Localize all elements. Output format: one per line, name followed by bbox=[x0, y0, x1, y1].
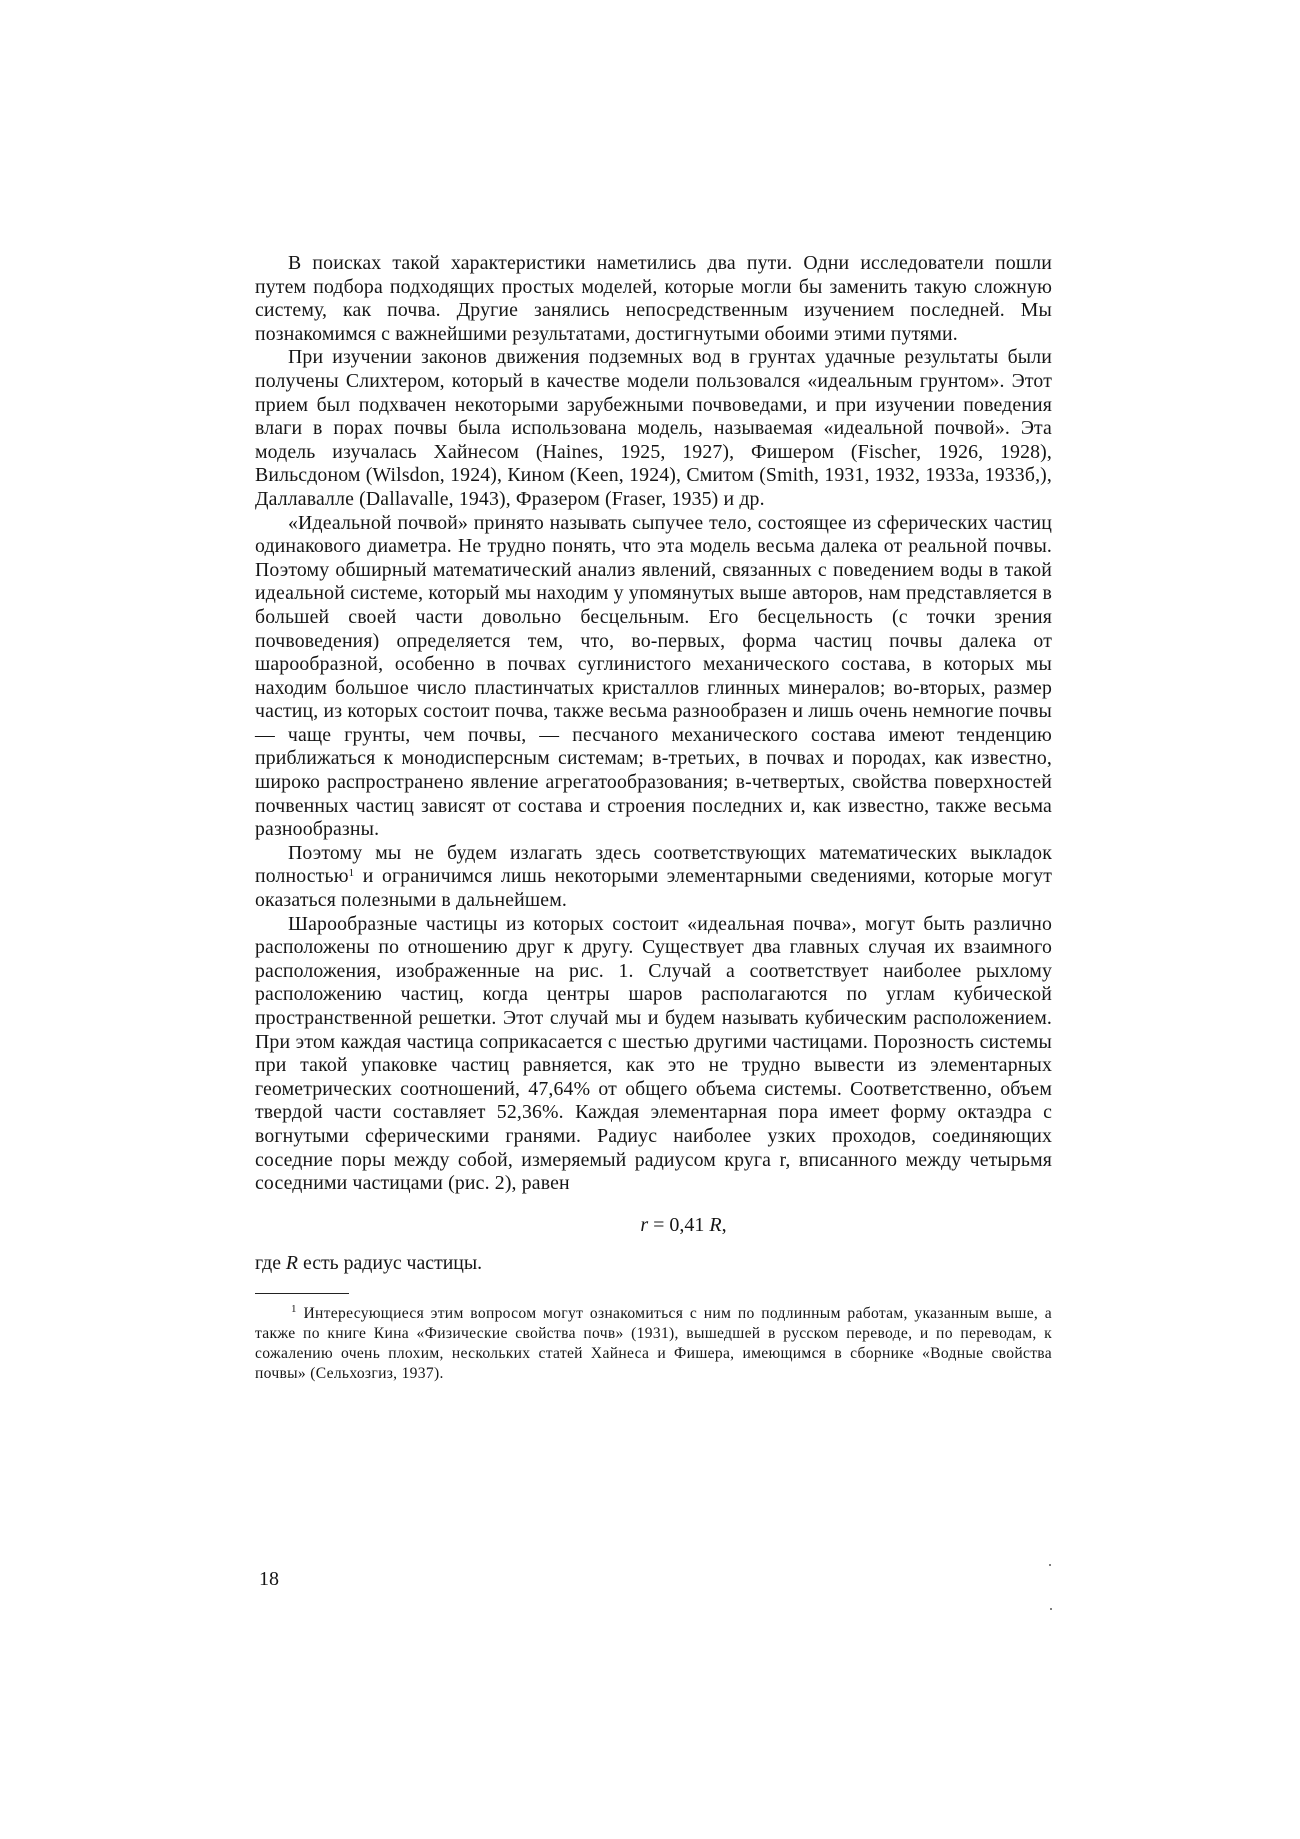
paragraph-5 bbox=[255, 913, 1052, 1196]
page-number: 18 bbox=[259, 1568, 279, 1590]
formula-operator: = bbox=[648, 1213, 670, 1236]
formula bbox=[255, 1212, 1052, 1238]
paragraph-text: При изучении законов движения подземных вод в грунтах удачные результаты были получены Слихтером, который в качестве модели пользовался «идеальным грунтом». Этот прием был подхвачен некоторыми зарубежными почвоведами, и при изучении поведения влаги в порах почвы была использована модель, называемая «идеальной почвой». Эта модель изучалась Хайнесом (Haines, 1925, 1927), Фишером (Fischer, 1926, 1928), Вильсдоном (Wilsdon, 1924), Кином (Keen, 1924), Смитом (Smith, 1931, 1932, 1933а, 1933б,), Даллавалле (Dallavalle, 1943), Фразером (Fraser, 1935) и др. bbox=[255, 346, 1052, 510]
paragraph-4 bbox=[255, 842, 1052, 913]
footnote-divider bbox=[255, 1293, 349, 1294]
formula-number: 0,41 bbox=[669, 1213, 710, 1236]
footnote-marker: 1 bbox=[291, 1303, 297, 1316]
paragraph-3 bbox=[255, 512, 1052, 842]
document-body bbox=[255, 252, 1052, 1384]
footnote-text: Интересующиеся этим вопросом могут ознакомиться с ним по подлинным работам, указанным выше, а также по книге Кина «Физические свойства почв» (1931), вышедшей в русском переводе, и по переводам, к сожалению очень плохим, нескольких статей Хайнеса и Фишера, имеющимся в сборнике «Водные свойства почвы» (Сельхозгиз, 1937). bbox=[255, 1305, 1052, 1382]
scan-speck bbox=[1049, 1564, 1051, 1566]
scan-speck bbox=[1050, 1608, 1052, 1610]
explanation-variable: R bbox=[285, 1251, 299, 1274]
footnote-reference[interactable]: 1 bbox=[348, 867, 355, 880]
formula-lhs: r bbox=[640, 1213, 649, 1236]
formula-explanation bbox=[255, 1252, 1052, 1276]
paragraph-1 bbox=[255, 252, 1052, 346]
explanation-text: где bbox=[255, 1251, 286, 1274]
paragraph-text: «Идеальной почвой» принято называть сыпучее тело, состоящее из сферических частиц одинакового диаметра. Не трудно понять, что эта модель весьма далека от реальной почвы. Поэтому обширный математический анализ явлений, связанных с поведением воды в такой идеальной системе, который мы находим у упомянутых выше авторов, нам представляется в большей своей части довольно бесцельным. Его бесцельность (с точки зрения почвоведения) определяется тем, что, во-первых, форма частиц почвы далека от шарообразной, особенно в почвах суглинистого механического состава, в которых мы находим большое число пластинчатых кристаллов глинных минералов; во-вторых, размер частиц, из которых состоит почва, также весьма разнообразен и лишь очень немногие почвы — чаще грунты, чем почвы, — песчаного механического состава имеют тенденцию приближаться к монодисперсным системам; в-третьих, в почвах и породах, как известно, широко распространено явление агрегатообразования; в-четвертых, свойства поверхностей почвенных частиц зависят от состава и строения последних и, как известно, также весьма разнообразны. bbox=[255, 511, 1052, 841]
paragraph-text: и ограничимся лишь некоторыми элементарными сведениями, которые могут оказаться полезными в дальнейшем. bbox=[255, 865, 1052, 912]
explanation-text: есть радиус частицы. bbox=[298, 1251, 483, 1274]
paragraph-text: В поисках такой характеристики наметились два пути. Одни исследователи пошли путем подбора подходящих простых моделей, которые могли бы заменить такую сложную систему, как почва. Другие занялись непосредственным изучением последней. Мы познакомимся с важнейшими результатами, достигнутыми обоими этими путями. bbox=[255, 252, 1052, 345]
footnote bbox=[255, 1304, 1052, 1383]
formula-variable: R bbox=[709, 1213, 722, 1236]
paragraph-text: Шарообразные частицы из которых состоит «идеальная почва», могут быть различно расположены по отношению друг к другу. Существует два главных случая их взаимного расположения, изображенные на рис. 1. Случай а соответствует наиболее рыхлому расположению частиц, когда центры шаров располагаются по углам кубической пространственной решетки. Этот случай мы и будем называть кубическим расположением. При этом каждая частица соприкасается с шестью другими частицами. Порозность системы при такой упаковке частиц равняется, как это не трудно вывести из элементарных геометрических соотношений, 47,64% от общего объема системы. Соответственно, объем твердой части составляет 52,36%. Каждая элементарная пора имеет форму октаэдра с вогнутыми сферическими гранями. Радиус наиболее узких проходов, соединяющих соседние поры между собой, измеряемый радиусом круга r, вписанного между четырьмя соседними частицами (рис. 2), равен bbox=[255, 912, 1052, 1195]
formula-tail: , bbox=[721, 1213, 727, 1236]
paragraph-text: Поэтому мы не будем излагать здесь соответствующих математических выкладок полностью bbox=[255, 841, 1052, 888]
paragraph-2 bbox=[255, 346, 1052, 511]
